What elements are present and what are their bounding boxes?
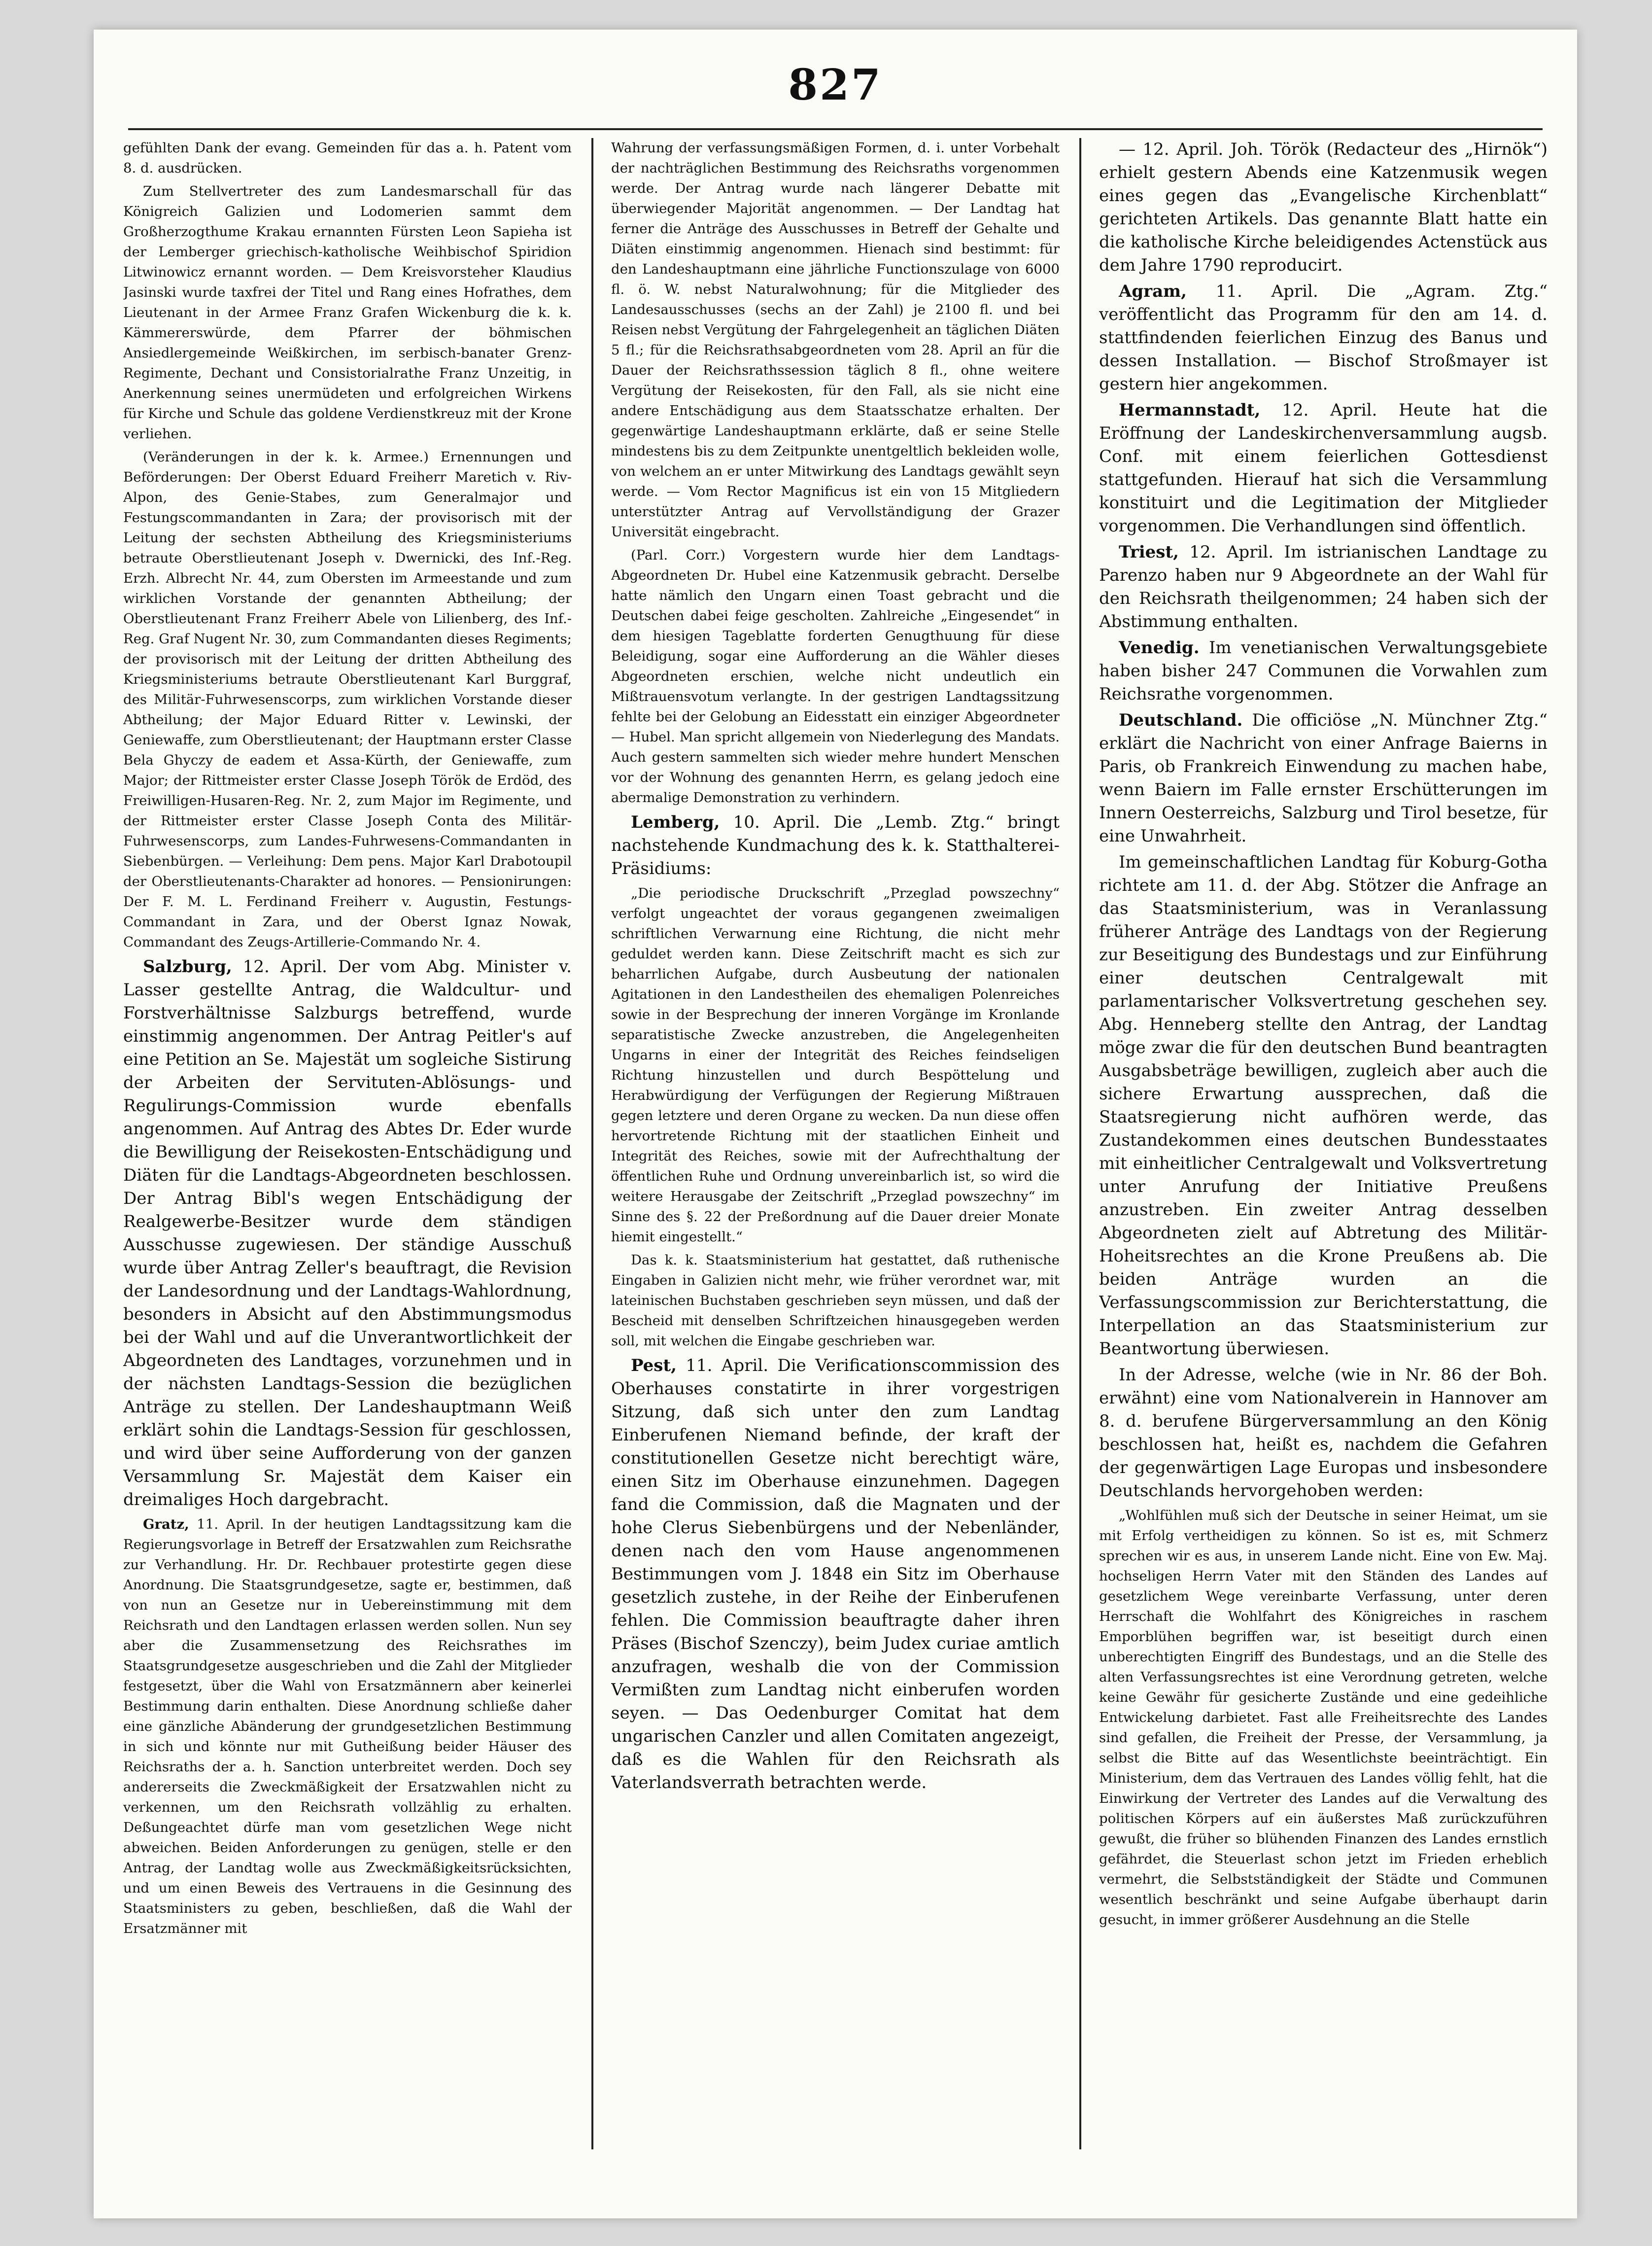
article-paragraph <box>1099 399 1548 538</box>
paragraph-text: 12. April. Im istrianischen Landtage zu Parenzo haben nur 9 Abgeordnete an der Wahl für den Reichsrath theilgenommen; 24 haben sich der Abstimmung enthalten. <box>1099 542 1548 632</box>
paragraph-text: In der Adresse, welche (wie in Nr. 86 der Boh. erwähnt) eine vom Nationalverein in Hannover am 8. d. berufene Bürgerversammlung an den König beschlossen hat, heißt es, nachdem die Gefahren der gegenwärtigen Lage Europas und insbesondere Deutschlands hervorgehoben werden: <box>1099 1365 1548 1501</box>
article-paragraph <box>1099 636 1548 706</box>
newspaper-page <box>94 30 1577 2218</box>
paragraph-text: gefühlten Dank der evang. Gemeinden für das a. h. Patent vom 8. d. ausdrücken. <box>123 140 572 176</box>
paragraph-text: 10. April. Die „Lemb. Ztg.“ bringt nachstehende Kundmachung des k. k. Statthalterei-Präsidiums: <box>611 812 1060 878</box>
dateline-place: Salzburg, <box>143 957 232 977</box>
column-separator <box>1079 138 1081 2149</box>
dateline-place: Pest, <box>631 1356 677 1375</box>
header-rule <box>128 128 1543 130</box>
dateline-place: Agram, <box>1119 281 1187 301</box>
article-paragraph <box>611 138 1060 542</box>
paragraph-text: 12. April. Heute hat die Eröffnung der Landeskirchenversammlung augsb. Conf. mit einem feierlichen Gottesdienst stattgefunden. Hierauf hat sich die Versammlung konstituirt und die Legitimation der Mitglieder vorgenommen. Die Verhandlungen sind öffentlich. <box>1099 400 1548 536</box>
paragraph-text: (Parl. Corr.) Vorgestern wurde hier dem Landtags-Abgeordneten Dr. Hubel eine Katzenmusik gebracht. Derselbe hatte nämlich den Ungarn einen Toast gebracht und die Deutschen dabei feige gescholten. Zahlreiche „Eingesendet“ in dem hiesigen Tageblatte forderten Genugthuung für diese Beleidigung, sogar eine Aufforderung an die Wähler dieses Abgeordneten erschien, welche nicht undeutlich ein Mißtrauensvotum verlangte. In der gestrigen Landtagssitzung fehlte bei der Gelobung an Eidesstatt ein einziger Abgeordneter — Hubel. Man spricht allgemein von Niederlegung des Mandats. Auch gestern sammelten sich wieder mehre hundert Menschen vor der Wohnung des genannten Herrn, es gelang jedoch eine abermalige Demonstration zu verhindern. <box>611 547 1060 806</box>
article-paragraph <box>1099 138 1548 277</box>
paragraph-text: „Die periodische Druckschrift „Przeglad powszechny“ verfolgt ungeachtet der voraus gegangenen zweimaligen schriftlichen Verwarnung eine Richtung, die nicht mehr geduldet werden kann. Diese Zeitschrift macht es sich zur beharrlichen Aufgabe, durch Ausbeutung der nationalen Agitationen in den Landestheilen des ehemaligen Polenreiches sowie in der Besprechung der inneren Vorgänge im Kronlande separatistische Zwecke anzustreben, die Angelegenheiten Ungarns in einer der Integrität des Reiches feindseligen Richtung hinzustellen und durch Bespöttelung und Herabwürdigung der Verfügungen der Regierung Mißtrauen gegen letztere und deren Organe zu wecken. Da nun diese offen hervortretende Richtung mit der staatlichen Einheit und Integrität des Reiches, sowie mit der Aufrechthaltung der öffentlichen Ruhe und Ordnung unvereinbarlich ist, so wird die weitere Herausgabe der Zeitschrift „Przeglad powszechny“ im Sinne des §. 22 der Preßordnung auf die Dauer dreier Monate hiemit eingestellt.“ <box>611 885 1060 1245</box>
paragraph-text: Im gemeinschaftlichen Landtag für Koburg-Gotha richtete am 11. d. der Abg. Stötzer die Anfrage an das Staatsministerium, was in Veranlassung früherer Anträge des Landtags von der Regierung zur Beseitigung des Bundestags und zur Einführung einer deutschen Centralgewalt mit parlamentarischer Volksvertretung geschehen sey. Abg. Henneberg stellte den Antrag, der Landtag möge zwar die für den deutschen Bund beantragten Ausgabsbeträge bewilligen, zugleich aber auch die sichere Erwartung aussprechen, daß die Staatsregierung nicht aufhören werde, das Zustandekommen eines deutschen Bundesstaates mit einheitlicher Centralgewalt und Volksvertretung unter Anrufung der Initiative Preußens anzustreben. Ein zweiter Antrag desselben Abgeordneten zielt auf Abtretung des Militär-Hoheitsrechtes an die Krone Preußens ab. Die beiden Anträge wurden an die Verfassungscommission zur Berichterstattung, die Interpellation an das Staatsministerium zur Beantwortung überwiesen. <box>1099 852 1548 1359</box>
paragraph-text: — 12. April. Joh. Török (Redacteur des „Hirnök“) erhielt gestern Abends eine Katzenmusik wegen eines gegen das „Evangelische Kirchenblatt“ gerichteten Artikels. Das genannte Blatt hatte ein die katholische Kirche beleidigendes Actenstück aus dem Jahre 1790 reproducirt. <box>1099 140 1548 275</box>
article-paragraph <box>123 181 572 444</box>
article-paragraph <box>123 1514 572 1939</box>
article-paragraph <box>1099 541 1548 633</box>
paragraph-text: (Veränderungen in der k. k. Armee.) Ernennungen und Beförderungen: Der Oberst Eduard Freiherr Maretich v. Riv-Alpon, des Genie-Stabes, zum Generalmajor und Festungscommandanten in Zara; der provisorisch mit der Leitung der sechsten Abtheilung des Kriegsministeriums betraute Oberstlieutenant Joseph v. Dwernicki, des Inf.-Reg. Erzh. Albrecht Nr. 44, zum Obersten im Armeestande und zum wirklichen Vorstande der genannten Abtheilung; der Oberstlieutenant Franz Freiherr Abele von Lilienberg, des Inf.-Reg. Graf Nugent Nr. 30, zum Commandanten dieses Regiments; der provisorisch mit der Leitung der dritten Abtheilung des Kriegsministeriums betraute Oberstlieutenant Karl Burggraf, des Militär-Fuhrwesenscorps, zum wirklichen Vorstande dieser Abtheilung; der Major Eduard Ritter v. Lewinski, der Geniewaffe, zum Oberstlieutenant; der Hauptmann erster Classe Bela Ghyczy de eadem et Assa-Kürth, der Geniewaffe, zum Major; der Rittmeister erster Classe Joseph Török de Erdöd, des Freiwilligen-Husaren-Reg. Nr. 2, zum Major im Regimente, und der Rittmeister erster Classe Joseph Conta des Militär-Fuhrwesenscorps, zum Landes-Fuhrwesens-Commandanten in Siebenbürgen. — Verleihung: Dem pens. Major Karl Drabotoupil der Oberstlieutenants-Charakter ad honores. — Pensionirungen: Der F. M. L. Ferdinand Freiherr v. Augustin, Festungs-Commandant in Zara, und der Oberst Ignaz Nowak, Commandant des Zeugs-Artillerie-Commando Nr. 4. <box>123 449 572 950</box>
column-separator <box>591 138 593 2149</box>
article-paragraph <box>611 811 1060 880</box>
paragraph-text: 11. April. In der heutigen Landtagssitzung kam die Regierungsvorlage in Betreff der Ersatzwahlen zum Reichsrathe zur Verhandlung. Hr. Dr. Rechbauer protestirte gegen diese Anordnung. Die Staatsgrundgesetze, sagte er, bestimmen, daß von nun an Gesetze nur in Uebereinstimmung mit dem Reichsrath und den Landtagen erlassen werden sollen. Nun sey aber die Zusammensetzung des Reichsrathes im Staatsgrundgesetze ausgeschrieben und die Zahl der Mitglieder festgesetzt, über die Wahl von Ersatzmännern aber keinerlei Bestimmung darin enthalten. Diese Anordnung schließe daher eine gänzliche Abänderung der grundgesetzlichen Bestimmung in sich und könnte nur mit Gutheißung beider Häuser des Reichsraths der a. h. Sanction unterbreitet werden. Doch sey andererseits die Zweckmäßigkeit der Ersatzwahlen nicht zu verkennen, um den Reichsrath vollzählig zu erhalten. Deßungeachtet dürfe man vom gesetzlichen Wege nicht abweichen. Beiden Anforderungen zu genügen, stelle er den Antrag, der Landtag wolle aus Zweckmäßigkeitsrücksichten, und um einen Beweis des Vertrauens in die Gesinnung des Staatsministers zu geben, beschließen, daß die Wahl der Ersatzmänner mit <box>123 1516 572 1936</box>
article-paragraph <box>123 138 572 178</box>
article-paragraph <box>1099 280 1548 396</box>
article-paragraph <box>611 883 1060 1247</box>
article-paragraph <box>611 1250 1060 1351</box>
article-paragraph <box>1099 1364 1548 1503</box>
article-paragraph <box>1099 851 1548 1361</box>
dateline-place: Deutschland. <box>1119 710 1243 730</box>
dateline-place: Venedig. <box>1119 638 1200 658</box>
paragraph-text: Im venetianischen Verwaltungsgebiete haben bisher 247 Communen die Vorwahlen zum Reichsrathe vorgenommen. <box>1099 638 1548 704</box>
paragraph-text: Die officiöse „N. Münchner Ztg.“ erklärt die Nachricht von einer Anfrage Baierns in Paris, ob Frankreich Einwendung zu machen habe, wenn Baiern im Falle ernster Erschütterungen im Innern Oesterreichs, Salzburg und Tirol besetze, für eine Unwahrheit. <box>1099 710 1548 846</box>
article-paragraph <box>611 1354 1060 1794</box>
article-paragraph <box>1099 709 1548 848</box>
paragraph-text: Wahrung der verfassungsmäßigen Formen, d. i. unter Vorbehalt der nachträglichen Bestimmung des Reichsraths vorgenommen werde. Der Antrag wurde nach längerer Debatte mit überwiegender Majorität angenommen. — Der Landtag hat ferner die Anträge des Ausschusses in Betreff der Gehalte und Diäten einstimmig angenommen. Hienach sind bestimmt: für den Landeshauptmann eine jährliche Functionszulage von 6000 fl. ö. W. nebst Naturalwohnung; für die Mitglieder des Landesausschusses (sechs an der Zahl) je 2100 fl. und bei Reisen nebst Vergütung der Fahrgelegenheit an täglichen Diäten 5 fl.; für die Reichsrathsabgeordneten vom 28. April an für die Dauer der Reichsrathssession täglich 8 fl., ohne weitere Vergütung der Reisekosten, für den Fall, als sie nicht eine andere Entschädigung aus dem Staatsschatze erhalten. Der gegenwärtige Landeshauptmann erklärte, daß er seine Stelle mindestens bis zu dem Zeitpunkte unentgeltlich bekleiden wolle, von welchem an er unter Mitwirkung des Landtags gewählt seyn werde. — Vom Rector Magnificus ist ein von 15 Mitgliedern unterstützter Antrag auf Vervollständigung der Grazer Universität eingebracht. <box>611 140 1060 540</box>
article-paragraph <box>123 955 572 1511</box>
paragraph-text: 12. April. Der vom Abg. Minister v. Lasser gestellte Antrag, die Waldcultur- und Forstverhältnisse Salzburgs betreffend, wurde einstimmig angenommen. Der Antrag Peitler's auf eine Petition an Se. Majestät um sogleiche Sistirung der Arbeiten der Servituten-Ablösungs- und Regulirungs-Commission wurde ebenfalls angenommen. Auf Antrag des Abtes Dr. Eder wurde die Bewilligung der Reisekosten-Entschädigung und Diäten für die Landtags-Abgeordneten beschlossen. Der Antrag Bibl's wegen Entschädigung der Realgewerbe-Besitzer wurde dem ständigen Ausschusse zugewiesen. Der ständige Ausschuß wurde über Antrag Zeller's beauftragt, die Revision der Landesordnung und der Landtags-Wahlordnung, besonders in Absicht auf den Abstimmungsmodus bei der Wahl und auf die Unverantwortlichkeit der Abgeordneten des Landtages, vorzunehmen und in der nächsten Landtags-Session die bezüglichen Anträge zu stellen. Der Landeshauptmann Weiß erklärt sohin die Landtags-Session für geschlossen, und wird über seine Aufforderung von der ganzen Versammlung Sr. Majestät dem Kaiser ein dreimaliges Hoch dargebracht. <box>123 957 572 1509</box>
dateline-place: Hermannstadt, <box>1119 400 1261 420</box>
paragraph-text: Das k. k. Staatsministerium hat gestattet, daß ruthenische Eingaben in Galizien nicht mehr, wie früher verordnet war, mit lateinischen Buchstaben geschrieben seyn müssen, und daß der Bescheid mit denselben Schriftzeichen hinausgegeben werden soll, mit welchen die Eingabe geschrieben war. <box>611 1252 1060 1349</box>
article-paragraph <box>611 545 1060 808</box>
column-middle <box>611 138 1060 2149</box>
paragraph-text: 11. April. Die „Agram. Ztg.“ veröffentlicht das Programm für den am 14. d. stattfindenden feierlichen Einzug des Banus und dessen Installation. — Bischof Stroßmayer ist gestern hier angekommen. <box>1099 281 1548 394</box>
dateline-place: Gratz, <box>143 1516 189 1532</box>
page-number: 827 <box>788 60 883 110</box>
article-paragraph <box>1099 1506 1548 1930</box>
dateline-place: Triest, <box>1119 542 1179 562</box>
paragraph-text: „Wohlfühlen muß sich der Deutsche in seiner Heimat, um sie mit Erfolg vertheidigen zu können. So ist es, mit Schmerz sprechen wir es aus, in unserem Lande nicht. Eine von Ew. Maj. hochseligen Herrn Vater mit den Ständen des Landes auf gesetzlichem Wege vereinbarte Verfassung, unter deren Herrschaft die Wohlfahrt des Königreiches in raschem Emporblühen begriffen war, ist beseitigt durch einen unberechtigten Eingriff des Bundestags, und an die Stelle des alten Verfassungsrechtes ist eine Verordnung getreten, welche keine Gewähr für gesicherte Zustände und eine gedeihliche Entwickelung darbietet. Fast alle Freiheitsrechte des Landes sind gefallen, die Freiheit der Presse, der Versammlung, ja selbst die Bitte auf das Wesentlichste beeinträchtigt. Ein Ministerium, dem das Vertrauen des Landes völlig fehlt, hat die Einwirkung der Vertreter des Landes auf die Verwaltung des politischen Körpers auf ein äußerstes Maß zurückzuführen gewußt, die früher so blühenden Finanzen des Landes ernstlich gefährdet, die Steuerlast schon jetzt im Frieden erheblich vermehrt, die Selbstständigkeit der Städte und Communen wesentlich beschränkt und seine Aufgabe überhaupt darin gesucht, in immer größerer Ausdehnung an die Stelle <box>1099 1508 1548 1928</box>
article-paragraph <box>123 447 572 952</box>
column-left <box>123 138 572 2149</box>
dateline-place: Lemberg, <box>631 812 720 832</box>
column-right <box>1099 138 1548 2149</box>
paragraph-text: 11. April. Die Verificationscommission des Oberhauses constatirte in ihrer vorgestrigen Sitzung, daß sich unter den zum Landtag Einberufenen Niemand befinde, der kraft der constitutionellen Gesetze nicht berechtigt wäre, einen Sitz im Oberhause einzunehmen. Dagegen fand die Commission, daß die Magnaten und der hohe Clerus Siebenbürgens und der Nebenländer, denen nach den vom Hause angenommenen Bestimmungen vom J. 1848 ein Sitz im Oberhause gesetzlich zustehe, in der Reihe der Einberufenen fehlen. Die Commission beauftragte daher ihren Präses (Bischof Szenczy), beim Judex curiae amtlich anzufragen, weshalb die von der Commission Vermißten zum Landtag nicht einberufen worden seyen. — Das Oedenburger Comitat hat dem ungarischen Canzler und allen Comitaten angezeigt, daß es die Wahlen für den Reichsrath als Vaterlandsverrath betrachten werde. <box>611 1356 1060 1792</box>
paragraph-text: Zum Stellvertreter des zum Landesmarschall für das Königreich Galizien und Lodomerien sammt dem Großherzogthume Krakau ernannten Fürsten Leon Sapieha ist der Lemberger griechisch-katholische Weihbischof Spiridion Litwinowicz ernannt worden. — Dem Kreisvorsteher Klaudius Jasinski wurde taxfrei der Titel und Rang eines Hofrathes, dem Lieutenant in der Armee Franz Grafen Wickenburg die k. k. Kämmererswürde, dem Pfarrer der böhmischen Ansiedlergemeinde Weißkirchen, im serbisch-banater Grenz-Regimente, Dechant und Consistorialrathe Franz Unzeitig, in Anerkennung seines unermüdeten und erfolgreichen Wirkens für Kirche und Schule das goldene Verdienstkreuz mit der Krone verliehen. <box>123 183 572 442</box>
